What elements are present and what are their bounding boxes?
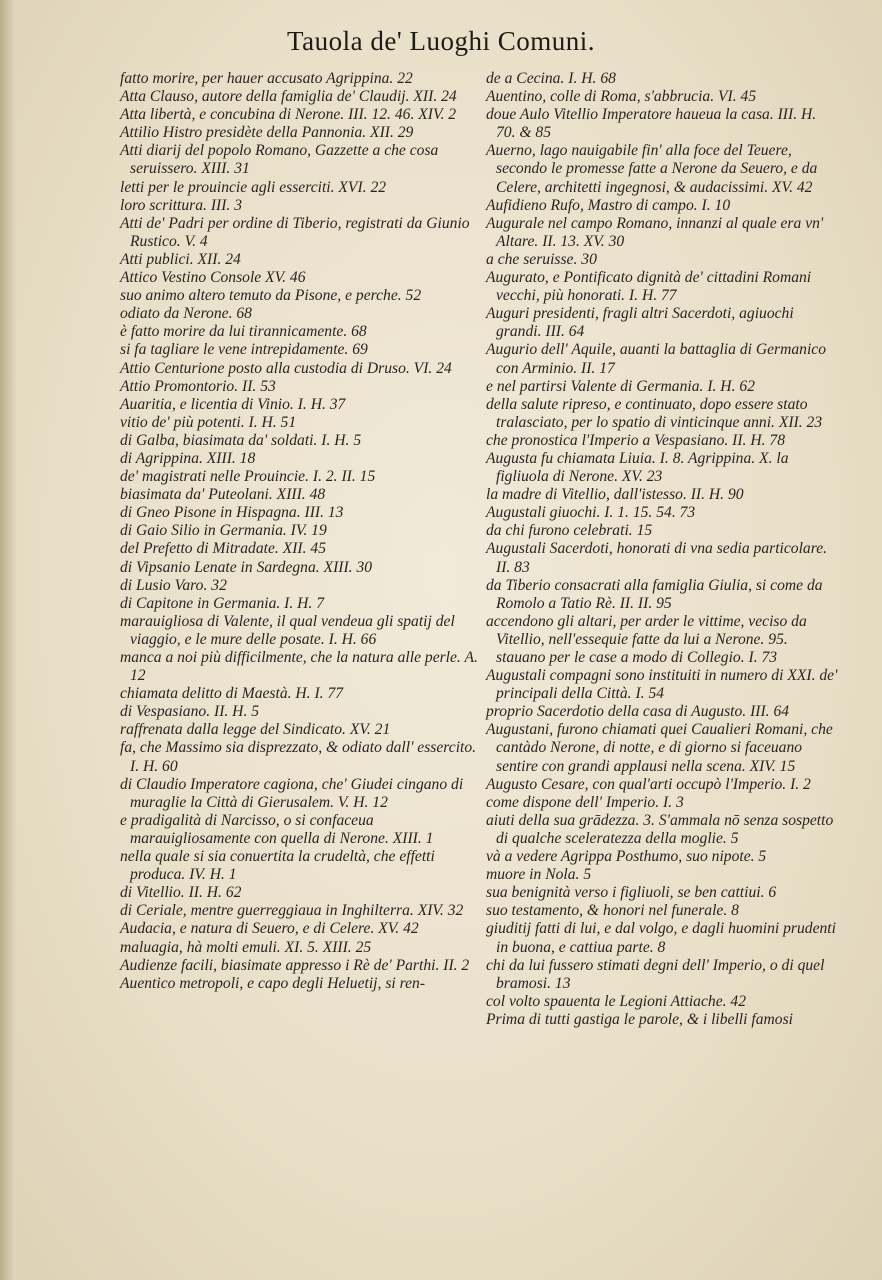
index-entry: raffrenata dalla legge del Sindicato. XV. 21 (120, 721, 391, 739)
index-entry: di Gneo Pisone in Hispagna. III. 13 (120, 504, 344, 522)
index-entry: và a vedere Agrippa Posthumo, suo nipote. 5 (486, 848, 767, 866)
index-entry: Augurato, e Pontificato dignità de' cittadini Romani vecchi, più honorati. I. H. 77 (486, 269, 812, 305)
index-entry: di Claudio Imperatore cagiona, che' Giudei cingano di muraglie la Città di Gierusalem. V. H. 12 (120, 775, 464, 811)
index-entry: e nel partirsi Valente di Germania. I. H. 62 (486, 377, 755, 395)
index-entry: marauigliosa di Valente, il qual vendeua gli spatij del viaggio, e le mure delle posate. I. H. 66 (120, 612, 455, 648)
page-gutter-shadow (0, 0, 16, 1280)
index-entry: Attio Promontorio. II. 53 (120, 377, 276, 395)
index-entry: che pronostica l'Imperio a Vespasiano. II. H. 78 (486, 431, 785, 449)
index-entry: chiamata delitto di Maestà. H. I. 77 (120, 685, 344, 703)
index-entry: della salute ripreso, e continuato, dopo essere stato tralasciato, per lo spatio di vinticinque anni. XII. 23 (486, 395, 823, 431)
page-title: Tauola de' Luoghi Comuni. (287, 26, 595, 56)
index-entry: loro scrittura. III. 3 (120, 196, 243, 214)
index-entry: Audacia, e natura di Seuero, e di Celere. XV. 42 (120, 920, 419, 938)
index-entry: Atta libertà, e concubina di Nerone. III. 12. 46. XIV. 2 (120, 106, 457, 124)
index-entry: di Lusio Varo. 32 (120, 576, 227, 594)
index-entry: di Vitellio. II. H. 62 (120, 884, 242, 902)
index-entry: de a Cecina. I. H. 68 (486, 70, 616, 87)
index-entry: Augurale nel campo Romano, innanzi al quale era vn' Altare. II. 13. XV. 30 (486, 214, 824, 250)
index-entry: Atti publici. XII. 24 (120, 250, 241, 268)
index-entry: biasimata da' Puteolani. XIII. 48 (120, 486, 326, 504)
index-entry: accendono gli altari, per arder le vittime, veciso da Vitellio, nell'essequie fatte da lui a Nerone. 95. stauano per le case a modo di Collegio. I. 73 (486, 612, 807, 666)
index-entry: del Prefetto di Mitradate. XII. 45 (120, 540, 326, 558)
index-entry: Prima di tutti gastiga le parole, & i libelli famosi (486, 1010, 793, 1028)
index-entry: da Tiberio consacrati alla famiglia Giulia, si come da Romolo a Tatio Rè. II. II. 95 (486, 576, 823, 612)
index-entry: manca a noi più difficilmente, che la natura alle perle. A. 12 (120, 649, 478, 685)
index-entry: Augustali Sacerdoti, honorati di vna sedia particolare. II. 83 (486, 540, 828, 576)
index-entry: letti per le prouincie agli esserciti. XVI. 22 (120, 178, 387, 196)
index-entry: di Agrippina. XIII. 18 (120, 449, 256, 467)
index-entry: nella quale si sia conuertita la crudeltà, che effetti produca. IV. H. 1 (120, 848, 435, 884)
index-entry: da chi furono celebrati. 15 (486, 522, 653, 540)
index-entry: Atta Clauso, autore della famiglia de' Claudij. XII. 24 (120, 88, 457, 106)
index-entry: di Ceriale, mentre guerreggiaua in Inghilterra. XIV. 32 (120, 902, 464, 920)
index-entry: maluagia, hà molti emuli. XI. 5. XIII. 25 (120, 938, 372, 956)
index-entry: Auentino, colle di Roma, s'abbrucia. VI. 45 (486, 88, 757, 106)
index-column-left (120, 70, 482, 993)
index-entry: vitio de' più potenti. I. H. 51 (120, 413, 297, 431)
index-entry: di Vespasiano. II. H. 5 (120, 703, 260, 721)
index-entry: Atti diarij del popolo Romano, Gazzette a che cosa seruissero. XIII. 31 (120, 142, 439, 178)
index-entry: Auguri presidenti, fragli altri Sacerdoti, agiuochi grandi. III. 64 (486, 305, 794, 341)
index-entry: Augusta fu chiamata Liuia. I. 8. Agrippina. X. la figliuola di Nerone. XV. 23 (486, 449, 789, 486)
index-entry: Augustani, furono chiamati quei Caualieri Romani, che cantàdo Nerone, di notte, e di giorno si faceuano sentire con grandi applausi nella scena. XIV. 15 (486, 721, 833, 775)
index-entry: la madre di Vitellio, dall'istesso. II. H. 90 (486, 486, 744, 504)
index-entry: Attio Centurione posto alla custodia di Druso. VI. 24 (120, 359, 452, 377)
index-entry: Attilio Histro presidète della Pannonia. XII. 29 (120, 124, 414, 142)
index-entry: di Capitone in Germania. I. H. 7 (120, 594, 325, 612)
index-entry: de' magistrati nelle Prouincie. I. 2. II. 15 (120, 468, 376, 486)
index-entry: Audienze facili, biasimate appresso i Rè de' Parthi. II. 2 (120, 956, 470, 974)
index-entry: aiuti della sua grādezza. 3. S'ammala nō senza sospetto di qualche sceleratezza della moglie. 5 (486, 811, 834, 847)
index-entry: chi da lui fussero stimati degni dell' Imperio, o di quel bramosi. 13 (486, 956, 825, 992)
index-entry: suo testamento, & honori nel funerale. 8 (486, 902, 739, 920)
index-entry: di Galba, biasimata da' soldati. I. H. 5 (120, 431, 362, 449)
index-entry: di Vipsanio Lenate in Sardegna. XIII. 30 (120, 558, 373, 576)
index-entry: è fatto morire da lui tirannicamente. 68 (120, 323, 367, 341)
index-entry: Augurio dell' Aquile, auanti la battaglia di Germanico con Arminio. II. 17 (486, 341, 827, 377)
index-entry: Auaritia, e licentia di Vinio. I. H. 37 (120, 395, 346, 413)
index-entry: Aufidieno Rufo, Mastro di campo. I. 10 (486, 196, 731, 214)
index-entry: muore in Nola. 5 (486, 866, 592, 884)
index-entry: Auentico metropoli, e capo degli Heluetij, si ren- (120, 974, 426, 992)
index-entry: Auerno, lago nauigabile fin' alla foce del Teuere, secondo le promesse fatte a Nerone da Seuero, e da Celere, architetti ingegnosi, & audacissimi. XV. 42 (486, 142, 818, 196)
index-entry: col volto spauenta le Legioni Attiache. 42 (486, 992, 746, 1010)
index-entry: giuditij fatti di lui, e dal volgo, e dagli huomini prudenti in buona, e cattiua parte. 8 (486, 920, 836, 956)
index-entry: Augustali giuochi. I. 1. 15. 54. 73 (486, 504, 696, 522)
index-entry: Attico Vestino Console XV. 46 (120, 269, 306, 287)
index-entry: doue Aulo Vitellio Imperatore haueua la casa. III. H. 70. & 85 (486, 106, 817, 142)
index-entry: si fa tagliare le vene intrepidamente. 69 (120, 341, 368, 359)
index-entry: fa, che Massimo sia disprezzato, & odiato dall' essercito. I. H. 60 (120, 739, 477, 775)
index-column-right (486, 70, 838, 1029)
index-entry: fatto morire, per hauer accusato Agrippina. 22 (120, 70, 413, 87)
index-entry: proprio Sacerdotio della casa di Augusto. III. 64 (486, 703, 790, 721)
index-entry: suo animo altero temuto da Pisone, e perche. 52 (120, 287, 422, 305)
index-entry: odiato da Nerone. 68 (120, 305, 252, 323)
index-entry: sua benignità verso i figliuoli, se ben cattiui. 6 (486, 884, 777, 902)
index-entry: come dispone dell' Imperio. I. 3 (486, 793, 684, 811)
index-entry: a che seruisse. 30 (486, 250, 597, 268)
index-entry: di Gaio Silio in Germania. IV. 19 (120, 522, 327, 540)
index-entry: Augustali compagni sono instituiti in numero di XXI. de' principali della Città. I. 54 (486, 667, 838, 703)
index-entry: Augusto Cesare, con qual'arti occupò l'Imperio. I. 2 (486, 775, 811, 793)
index-entry: Atti de' Padri per ordine di Tiberio, registrati da Giunio Rustico. V. 4 (120, 214, 470, 250)
index-entry: e pradigalità di Narcisso, o si confaceua marauigliosamente con quella di Nerone. XIII. 1 (120, 811, 434, 847)
